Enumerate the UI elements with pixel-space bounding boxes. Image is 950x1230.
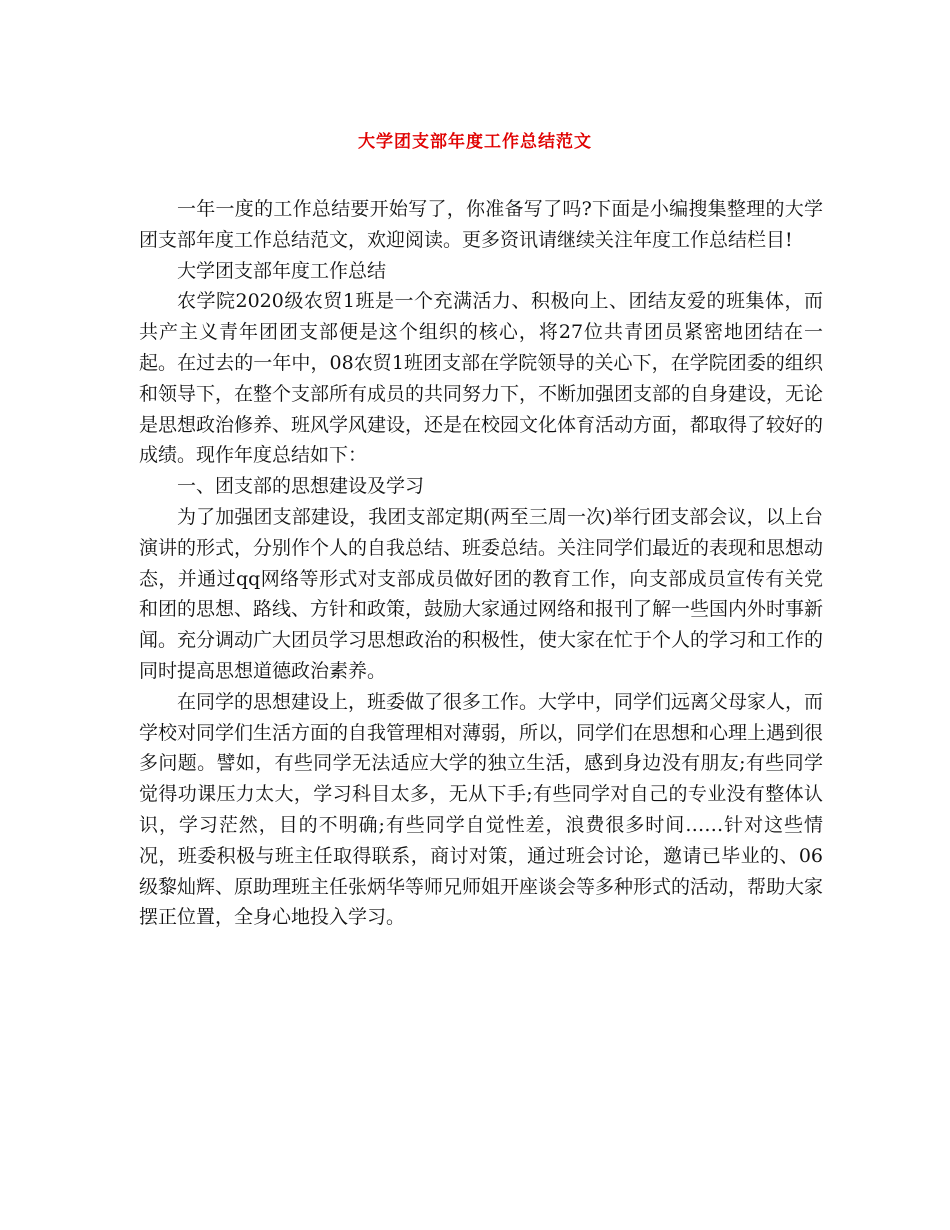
document-body [139, 194, 823, 933]
paragraph-intro: 一年一度的工作总结要开始写了，你准备写了吗?下面是小编搜集整理的大学团支部年度工作总结范文，欢迎阅读。更多资讯请继续关注年度工作总结栏目! [139, 198, 823, 251]
paragraph-ideology: 在同学的思想建设上，班委做了很多工作。大学中，同学们远离父母家人，而学校对同学们生活方面的自我管理相对薄弱，所以，同学们在思想和心理上遇到很多问题。譬如，有些同学无法适应大学的独立生活，感到身边没有朋友;有些同学觉得功课压力太大，学习科目太多，无从下手;有些同学对自己的专业没有整体认识，学习茫然，目的不明确;有些同学自觉性差，浪费很多时间……针对这些情况，班委积极与班主任取得联系，商讨对策，通过班会讨论，邀请已毕业的、06级黎灿辉、原助理班主任张炳华等师兄师姐开座谈会等多种形式的活动，帮助大家摆正位置，全身心地投入学习。 [139, 690, 824, 929]
document-title: 大学团支部年度工作总结范文 [358, 132, 592, 152]
paragraph-subtitle: 大学团支部年度工作总结 [177, 259, 387, 282]
paragraph-overview: 农学院2020级农贸1班是一个充满活力、积极向上、团结友爱的班集体，而共产主义青年团团支部便是这个组织的核心，将27位共青团员紧密地团结在一起。在过去的一年中，08农贸1班团支部在学院领导的关心下，在学院团委的组织和领导下，在整个支部所有成员的共同努力下，不断加强团支部的自身建设，无论是思想政治修养、班风学风建设，还是在校园文化体育活动方面，都取得了较好的成绩。现作年度总结如下： [139, 290, 824, 467]
paragraph-meetings: 为了加强团支部建设，我团支部定期(两至三周一次)举行团支部会议，以上台演讲的形式，分别作个人的自我总结、班委总结。关注同学们最近的表现和思想动态，并通过qq网络等形式对支部成员做好团的教育工作，向支部成员宣传有关党和团的思想、路线、方针和政策，鼓励大家通过网络和报刊了解一些国内外时事新闻。充分调动广大团员学习思想政治的积极性，使大家在忙于个人的学习和工作的同时提高思想道德政治素养。 [139, 505, 824, 682]
section-heading-1: 一、团支部的思想建设及学习 [177, 475, 425, 498]
